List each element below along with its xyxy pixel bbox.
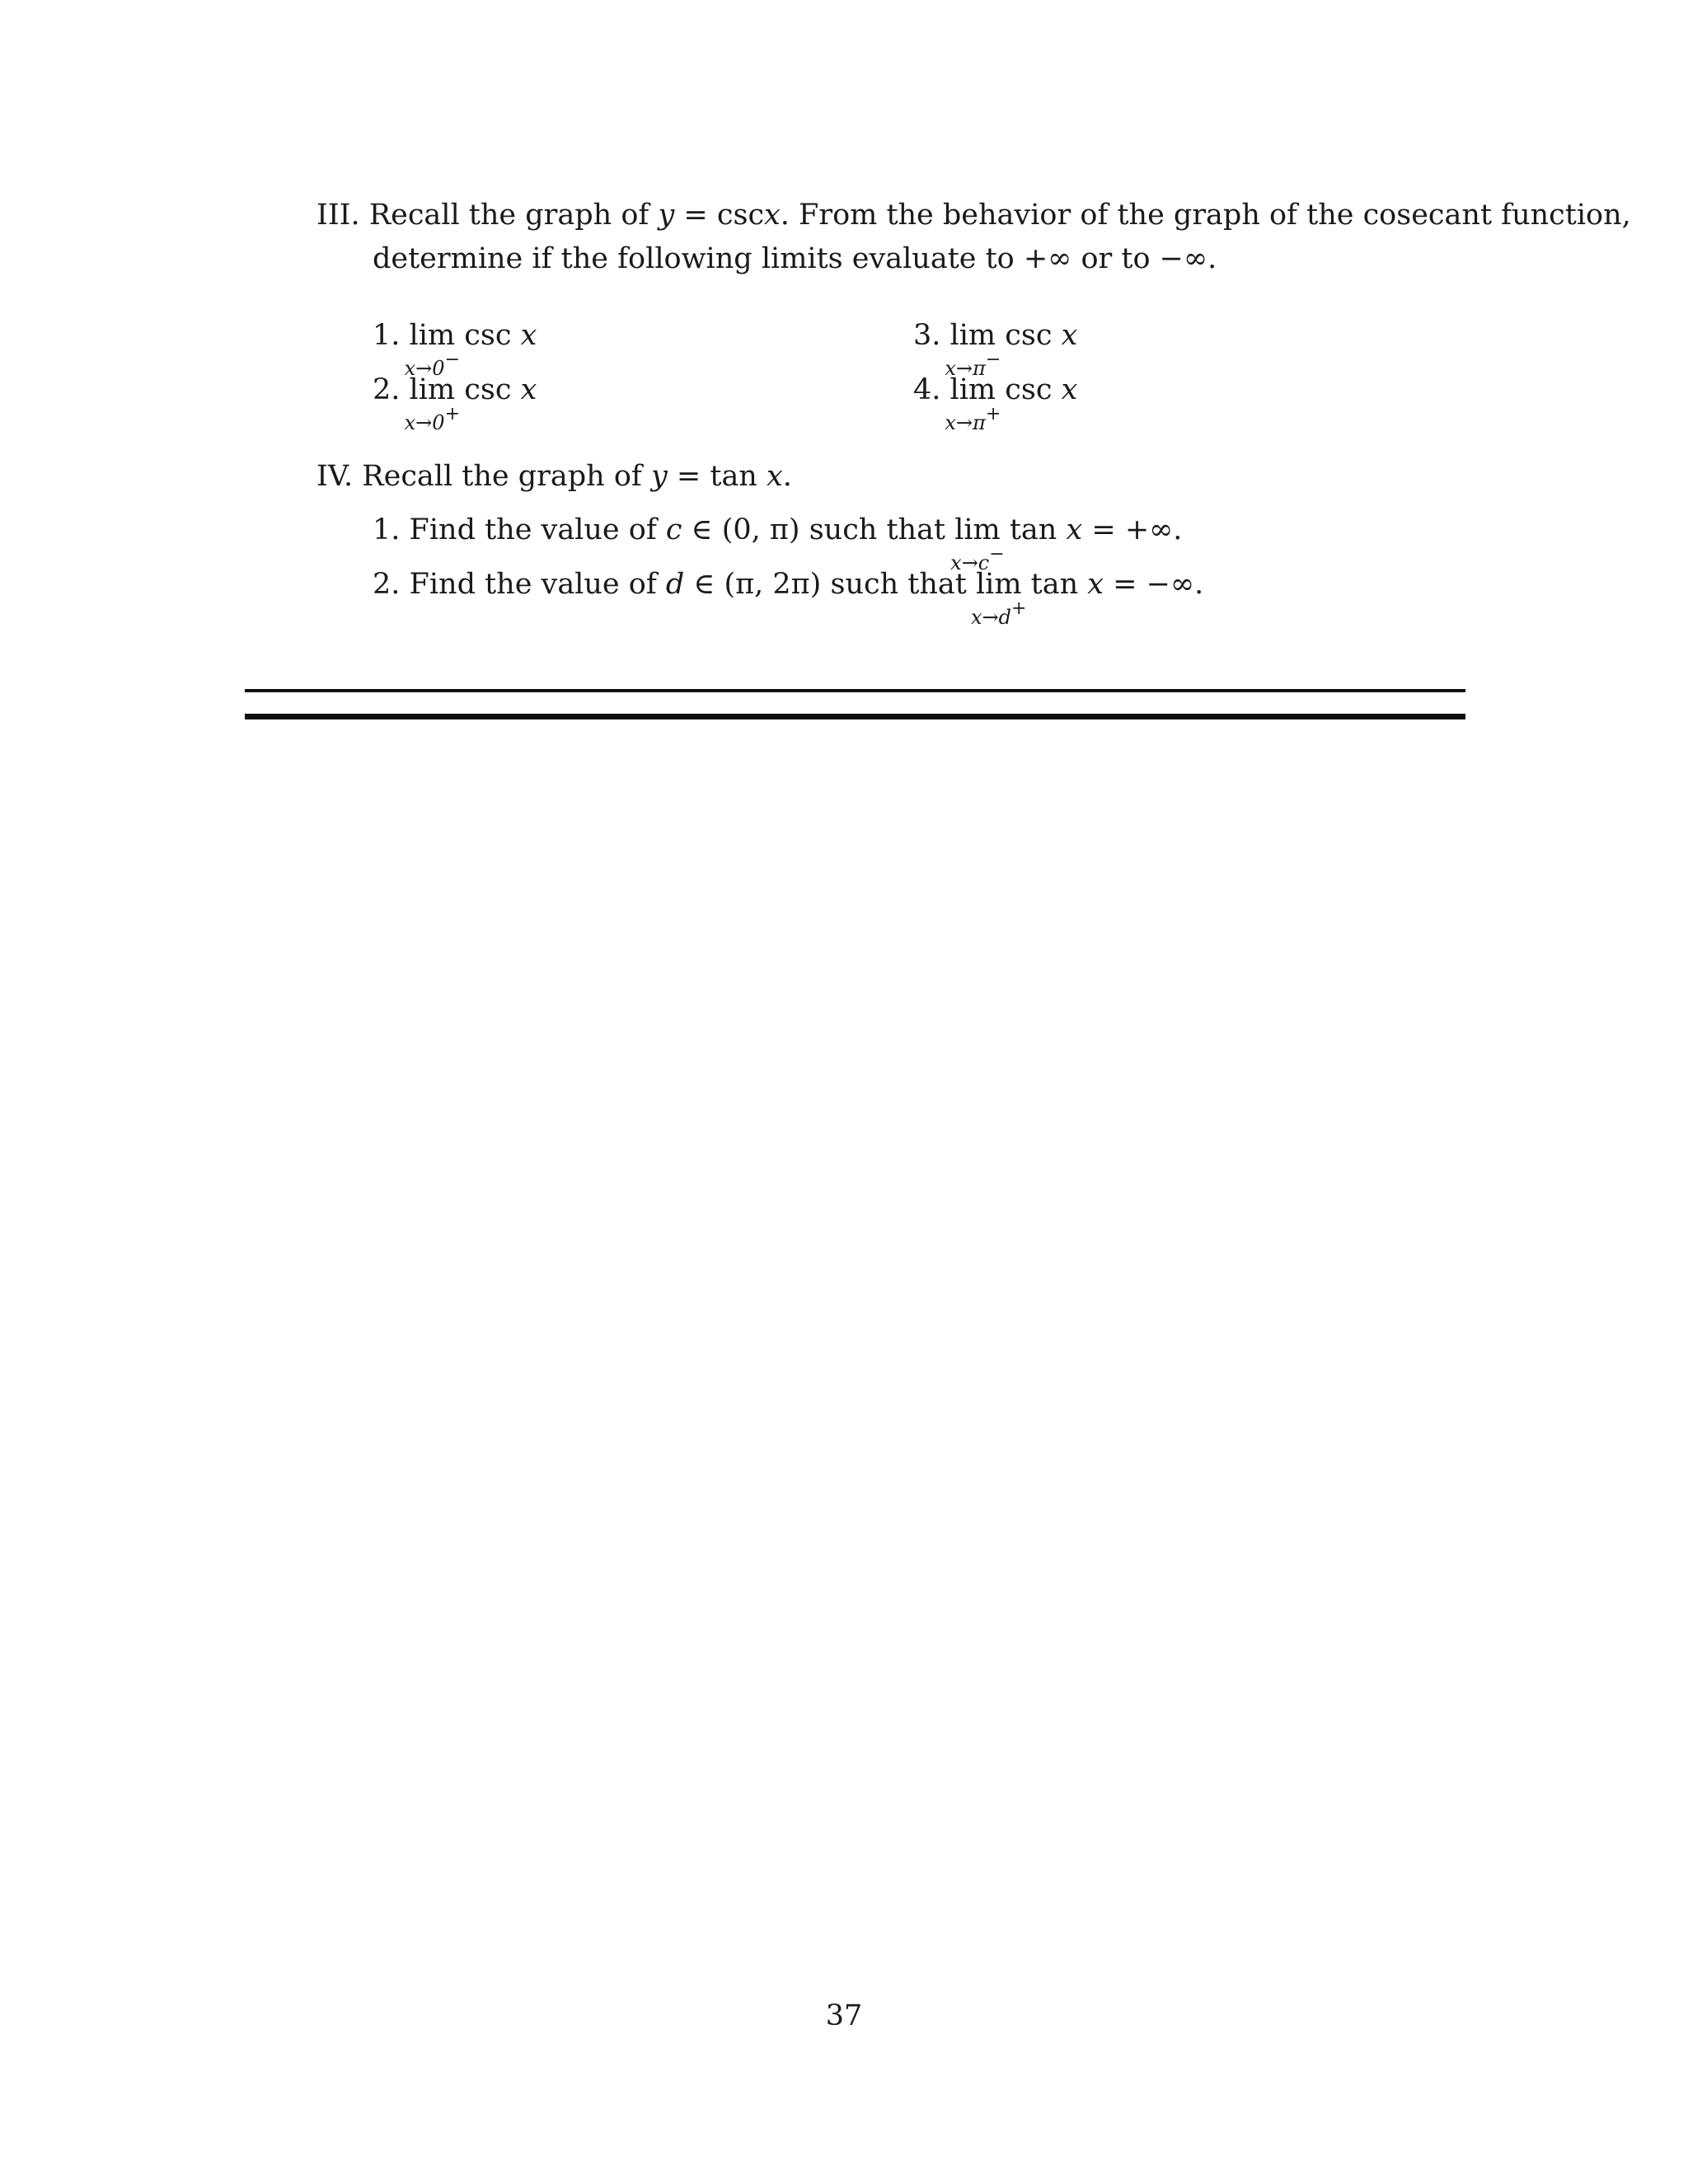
tan-item-2: 2. Find the value of d ∈ (π, 2π) such that lim x→d+ tan x = −∞.: [373, 568, 1204, 629]
section-iv-label: IV.: [316, 460, 354, 493]
tan-item-1: 1. Find the value of c ∈ (0, π) such that lim x→c− tan x = +∞.: [373, 513, 1183, 574]
section-iv-line1: IV. Recall the graph of y = tan x.: [316, 460, 792, 493]
divider-thick: [245, 714, 1465, 719]
limit-item-1: 1. lim x→0− csc x: [373, 319, 537, 380]
limit-item-4: 4. lim x→π+ csc x: [913, 373, 1078, 434]
divider-thin: [245, 689, 1465, 692]
limit-item-2: 2. lim x→0+ csc x: [373, 373, 537, 434]
section-iii-label: III.: [316, 199, 360, 232]
page-number: 37: [825, 1999, 863, 2032]
limit-item-3: 3. lim x→π− csc x: [913, 319, 1078, 380]
section-iii-line1: III. Recall the graph of y = cscx. From the behavior of the graph of the cosecant function,: [316, 199, 1631, 232]
section-iii-line2: determine if the following limits evaluate to +∞ or to −∞.: [373, 242, 1217, 275]
